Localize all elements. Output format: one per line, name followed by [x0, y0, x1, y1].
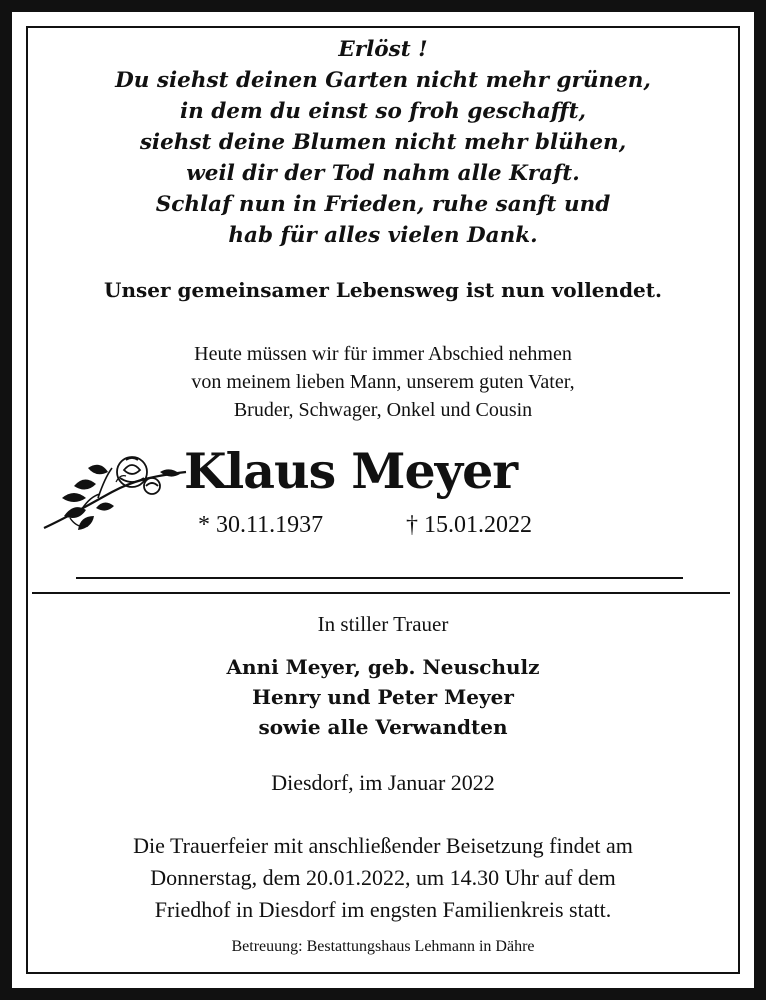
- family-line: sowie alle Verwandten: [258, 715, 508, 739]
- place-date: Diesdorf, im Januar 2022: [271, 770, 495, 795]
- death-date: † 15.01.2022: [406, 512, 532, 538]
- poem-line: Schlaf nun in Frieden, ruhe sanft und: [155, 192, 611, 217]
- funeral-line: Donnerstag, dem 20.01.2022, um 14.30 Uhr auf dem: [150, 865, 616, 890]
- funeral-line: Die Trauerfeier mit anschließender Beisetzung findet am: [133, 833, 633, 858]
- family-line: Henry und Peter Meyer: [252, 685, 514, 709]
- poem: [12, 34, 754, 251]
- poem-line: Erlöst !: [338, 37, 428, 62]
- poem-line: Du siehst deinen Garten nicht mehr grünen,: [115, 68, 651, 93]
- intro-text: [12, 340, 754, 424]
- birth-date: * 30.11.1937: [198, 512, 324, 538]
- intro-line: Bruder, Schwager, Onkel und Cousin: [233, 399, 533, 421]
- intro-line: von meinem lieben Mann, unserem guten Vater,: [191, 371, 575, 393]
- poem-line: weil dir der Tod nahm alle Kraft.: [186, 161, 580, 186]
- poem-line: hab für alles vielen Dank.: [228, 223, 538, 248]
- funeral-line: Friedhof in Diesdorf im engsten Familienkreis statt.: [154, 897, 612, 922]
- rose-branch-icon: [40, 446, 188, 530]
- mourning-heading: In stiller Trauer: [317, 612, 449, 636]
- deceased-name: Klaus Meyer: [184, 442, 518, 500]
- poem-line: in dem du einst so froh geschafft,: [179, 99, 586, 124]
- divider-short: [76, 577, 683, 579]
- funeral-home-credit: Betreuung: Bestattungshaus Lehmann in Dähre: [231, 938, 535, 955]
- family-list: [12, 652, 754, 742]
- intro-line: Heute müssen wir für immer Abschied nehmen: [194, 343, 572, 365]
- family-line: Anni Meyer, geb. Neuschulz: [226, 655, 540, 679]
- divider-long: [32, 592, 730, 594]
- poem-line: siehst deine Blumen nicht mehr blühen,: [139, 130, 627, 155]
- statement: Unser gemeinsamer Lebensweg ist nun vollendet.: [104, 278, 662, 302]
- funeral-notice: [12, 830, 754, 926]
